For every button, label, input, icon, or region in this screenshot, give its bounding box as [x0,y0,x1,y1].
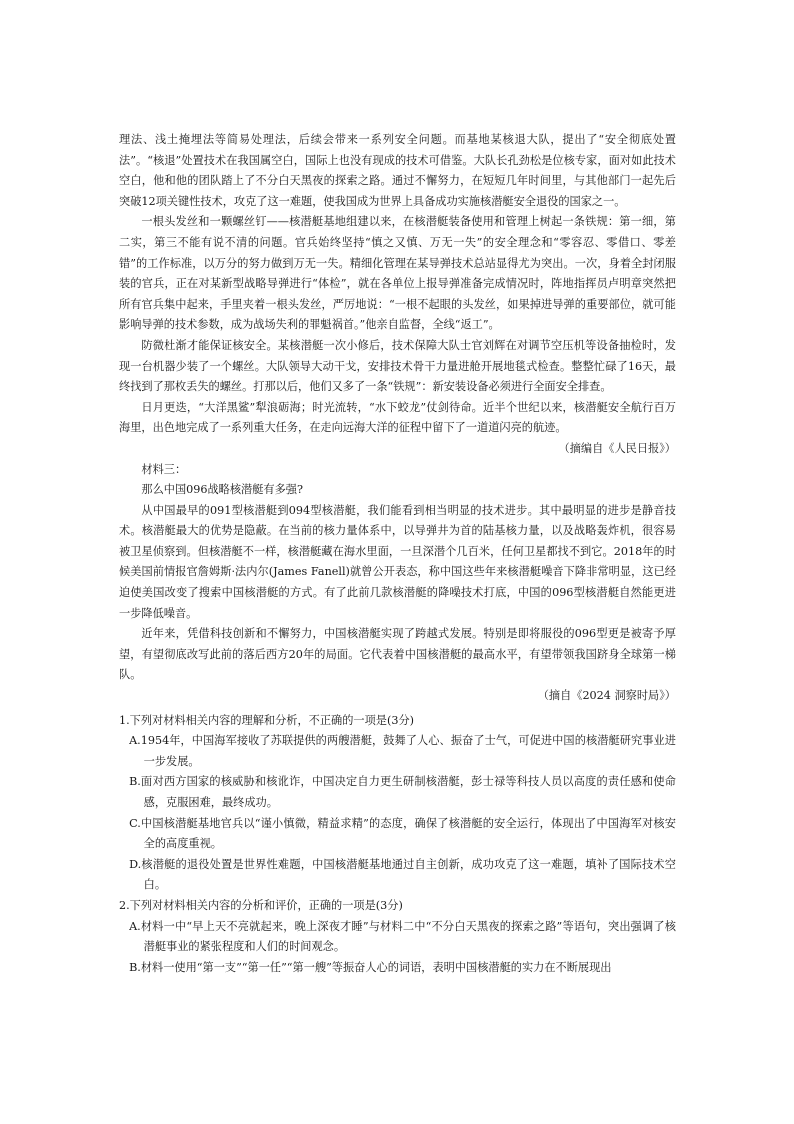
material2-paragraph-1: 理法、浅土掩埋法等简易处理法，后续会带来一系列安全问题。而基地某核退大队，提出了“安全彻底处置法”。“核退”处置技术在我国属空白，国际上也没有现成的技术可借鉴。大队长孔劲松是位核专家，面对如此技术空白，他和他的团队踏上了不分白天黑夜的探索之路。通过不懈努力，在短短几年时间里，与其他部门一起先后突破12项关键性技术，攻克了这一难题，使我国成为世界上具备成功实施核潜艇安全退役的国家之一。 [119,133,676,208]
material3-label: 材料三： [141,462,187,476]
document-page [119,130,676,978]
question-2-option-a: A.材料一中“早上天不亮就起来，晚上深夜才睡”与材料二中“不分白天黑夜的探索之路”等语句，突出强调了核潜艇事业的紧张程度和人们的时间观念。 [129,919,676,954]
material3-source: （摘自《2024 洞察时局》） [537,689,676,703]
material3-paragraph-1: 从中国最早的091型核潜艇到094型核潜艇，我们能看到相当明显的技术进步。其中最明显的进步是静音技术。核潜艇最大的优势是隐蔽。在当前的核力量体系中，以导弹井为首的陆基核力量，以及战略轰炸机，很容易被卫星侦察到。但核潜艇不一样，核潜艇藏在海水里面，一旦深潜个几百米，任何卫星都找不到它。2018年的时候美国前情报官詹姆斯·法内尔(James Fanell)就曾公开表态，称中国这些年来核潜艇噪音下降非常明显，这已经迫使美国改变了搜索中国核潜艇的方式。有了此前几款核潜艇的降噪技术打底，中国的096型核潜艇自然能更进一步降低噪音。 [119,503,676,620]
question-1-option-d: D.核潜艇的退役处置是世界性难题，中国核潜艇基地通过自主创新，成功攻克了这一难题，填补了国际技术空白。 [129,857,676,892]
material3-paragraph-2: 近年来，凭借科技创新和不懈努力，中国核潜艇实现了跨越式发展。特别是即将服役的096型更是被寄予厚望，有望彻底改写此前的落后西方20年的局面。它代表着中国核潜艇的最高水平，有望带领我国跻身全球第一梯队。 [119,627,676,682]
question-1-option-c: C.中国核潜艇基地官兵以“谨小慎微，精益求精”的态度，确保了核潜艇的安全运行，体现出了中国海军对核安全的高度重视。 [129,816,676,851]
question-1-stem: 1.下列对材料相关内容的理解和分析，不正确的一项是(3分) [119,713,415,727]
material2-source: （摘编自《人民日报》） [558,441,676,455]
question-2-stem: 2.下列对材料相关内容的分析和评价，正确的一项是(3分) [119,898,403,912]
material2-paragraph-3: 防微杜渐才能保证核安全。某核潜艇一次小修后，技术保障大队士官刘辉在对调节空压机等设备抽检时，发现一台机器少装了一个螺丝。大队领导大动干戈，安排技术骨干力量进舱开展地毯式检查。整整忙碌了16天，最终找到了那枚丢失的螺丝。打那以后，他们又多了一条“铁规”：新安装设备必须进行全面安全排查。 [119,338,676,394]
question-1-option-a: A.1954年，中国海军接收了苏联提供的两艘潜艇，鼓舞了人心、振奋了士气，可促进中国的核潜艇研究事业进一步发展。 [129,734,676,768]
question-2-option-b: B.材料一使用“第一支”“第一任”“第一艘”等振奋人心的词语，表明中国核潜艇的实力在不断展现出 [129,960,612,974]
question-1-option-b: B.面对西方国家的核威胁和核讹诈，中国决定自力更生研制核潜艇，彭士禄等科技人员以高度的责任感和使命感，克服困难，最终成功。 [129,775,676,809]
material2-paragraph-2: 一根头发丝和一颗螺丝钉——核潜艇基地组建以来，在核潜艇装备使用和管理上树起一条铁规：第一细，第二实，第三不能有说不清的问题。官兵始终坚持“慎之又慎、万无一失”的安全理念和“零容忍、零借口、零差错”的工作标准，以万分的努力做到万无一失。精细化管理在某导弹技术总站显得尤为突出。一次，身着全封闭服装的官兵，正在对某新型战略导弹进行“体检”，就在各单位上报导弹准备完成情况时，阵地指挥员卢明章突然把所有官兵集中起来，手里夹着一根头发丝，严厉地说：“一根不起眼的头发丝，如果掉进导弹的重要部位，就可能影响导弹的技术参数，成为战场失利的罪魁祸首。”他亲自监督，全线“返工”。 [119,215,676,332]
material2-paragraph-4: 日月更迭，“大洋黑鲨”犁浪砺海；时光流转，“水下蛟龙”仗剑待命。近半个世纪以来，核潜艇安全航行百万海里，出色地完成了一系列重大任务，在走向远海大洋的征程中留下了一道道闪亮的航迹。 [119,400,676,435]
material3-title: 那么中国096战略核潜艇有多强? [141,483,303,497]
